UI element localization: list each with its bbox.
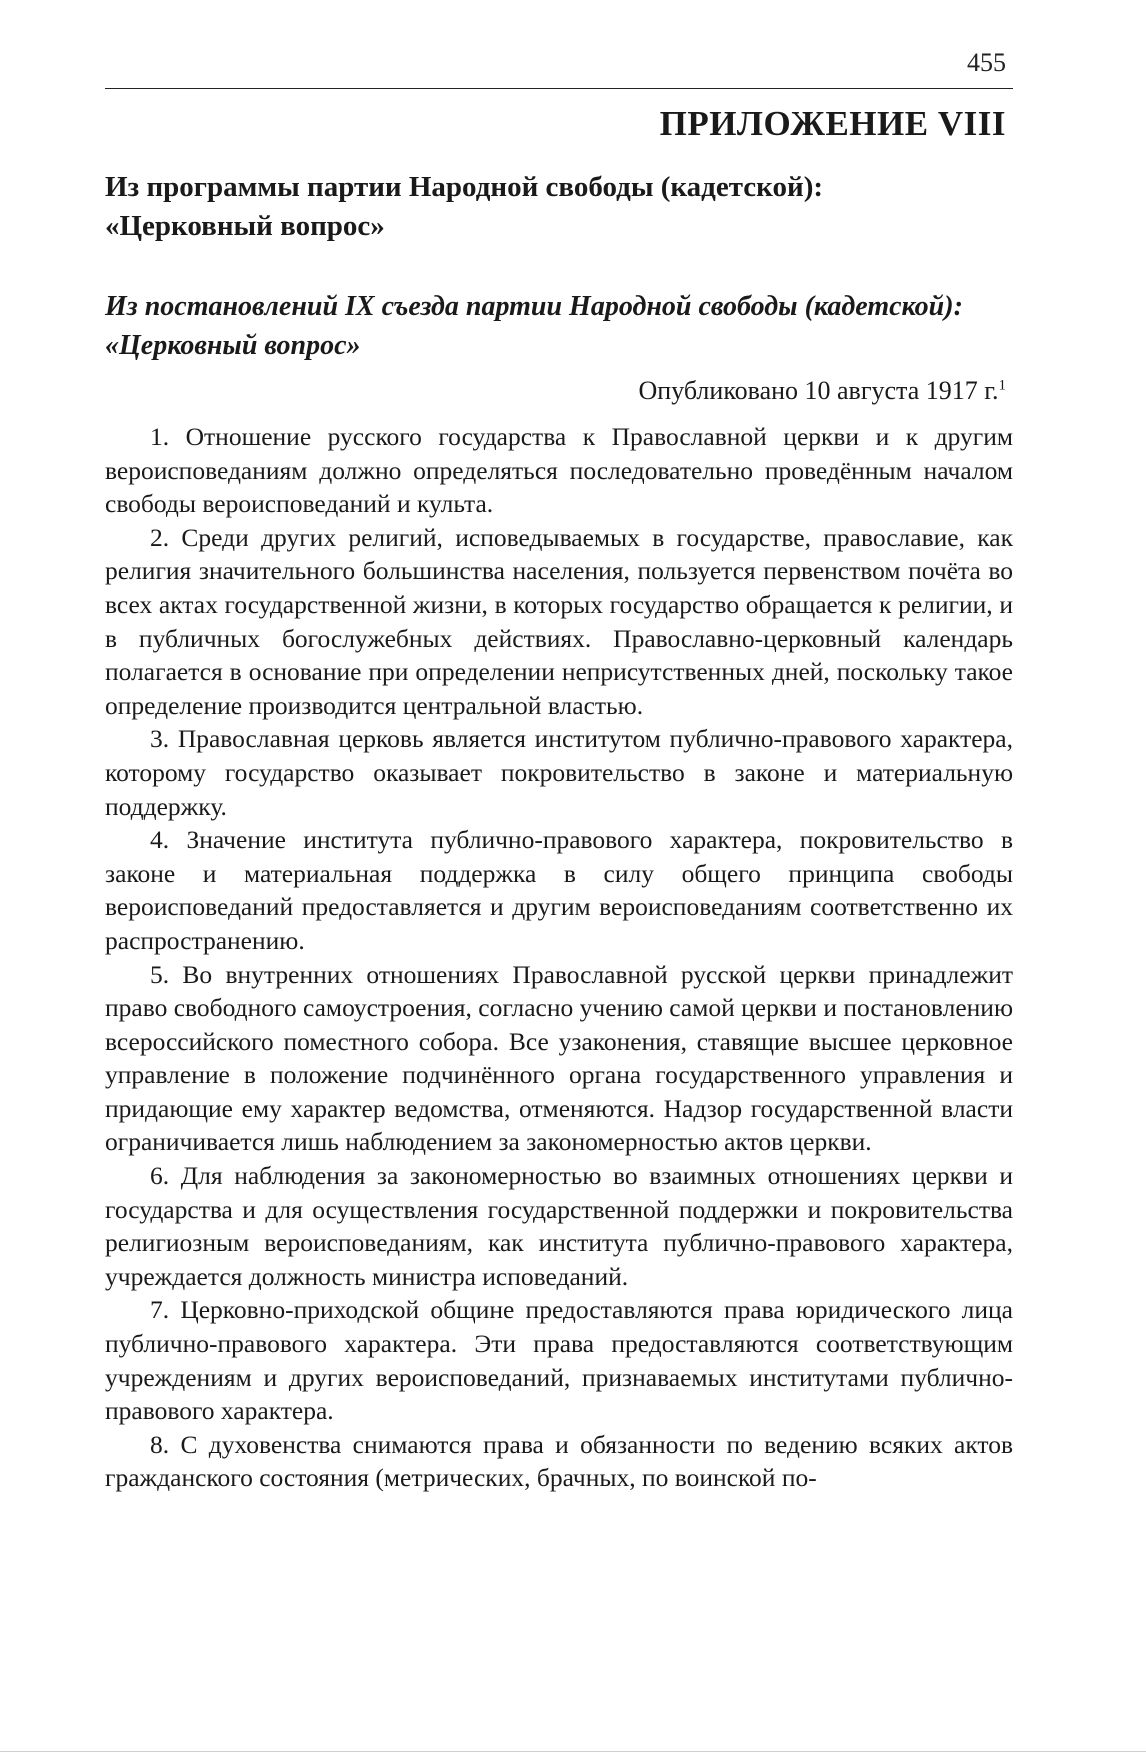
footnote-marker: 1	[998, 377, 1006, 394]
paragraph: 8. С духовенства снимаются права и обязанности по ведению всяких актов гражданского состояния (метрических, брачных, по воинской по-	[105, 1429, 1013, 1493]
paragraph: 2. Среди других религий, исповедываемых в государстве, православие, как религия значительного большинства населения, пользуется первенством почёта во всех актах государственной жизни, в которых государство обращается к религии, и в публичных богослужебных действиях. Православно-церковный календарь полагается в основание при определении неприсутственных дней, поскольку такое определение производится центральной властью.	[105, 522, 1013, 720]
paragraph: 3. Православная церковь является институтом публично-правового характера, которому государство оказывает покровительство в законе и материальную поддержку.	[105, 724, 1013, 821]
header-divider	[105, 88, 1013, 89]
sub-heading-line-2: «Церковный вопрос»	[105, 330, 361, 361]
section-heading-line-2: «Церковный вопрос»	[105, 210, 385, 242]
paragraph: 7. Церковно-приходской общине предоставляются права юридического лица публично-правового характера. Эти права предоставляются соответствующим учреждениям и других вероисповеданий, признаваемых институтами публично-правового характера.	[105, 1295, 1013, 1426]
sub-heading	[105, 287, 1013, 365]
publication-date	[639, 376, 1007, 406]
scan-edge-line	[0, 1751, 1146, 1752]
paragraph: 5. Во внутренних отношениях Православной русской церкви принадлежит право свободного самоустроения, согласно учению самой церкви и постановлению всероссийского поместного собора. Все узаконения, ставящие высшее церковное управление в положение подчинённого органа государственного управления и придающие ему характер ведомства, отменяются. Надзор государственной власти ограничивается лишь наблюдением за закономерностью актов церкви.	[105, 959, 1013, 1157]
sub-heading-line-1: Из постановлений IX съезда партии Народной свободы (кадетской):	[105, 291, 963, 322]
section-heading-line-1: Из программы партии Народной свободы (кадетской):	[105, 171, 824, 203]
paragraph: 1. Отношение русского государства к Православной церкви и к другим вероисповеданиям должно определяться последовательно проведённым началом свободы вероисповеданий и культа.	[105, 422, 1013, 519]
document-body	[105, 420, 1013, 1495]
publication-date-text: Опубликовано 10 августа 1917 г.	[638, 376, 999, 405]
appendix-title: ПРИЛОЖЕНИЕ VIII	[659, 104, 1006, 143]
page-number: 455	[967, 48, 1006, 77]
section-heading	[105, 168, 1013, 246]
paragraph: 4. Значение института публично-правового характера, покровительство в законе и материальная поддержка в силу общего принципа свободы вероисповеданий предоставляется и другим вероисповеданиям соответственно их распространению.	[105, 825, 1013, 955]
paragraph: 6. Для наблюдения за закономерностью во взаимных отношениях церкви и государства и для осуществления государственной поддержки и покровительства религиозным вероисповеданиям, как института публично-правового характера, учреждается должность министра исповеданий.	[105, 1161, 1013, 1291]
